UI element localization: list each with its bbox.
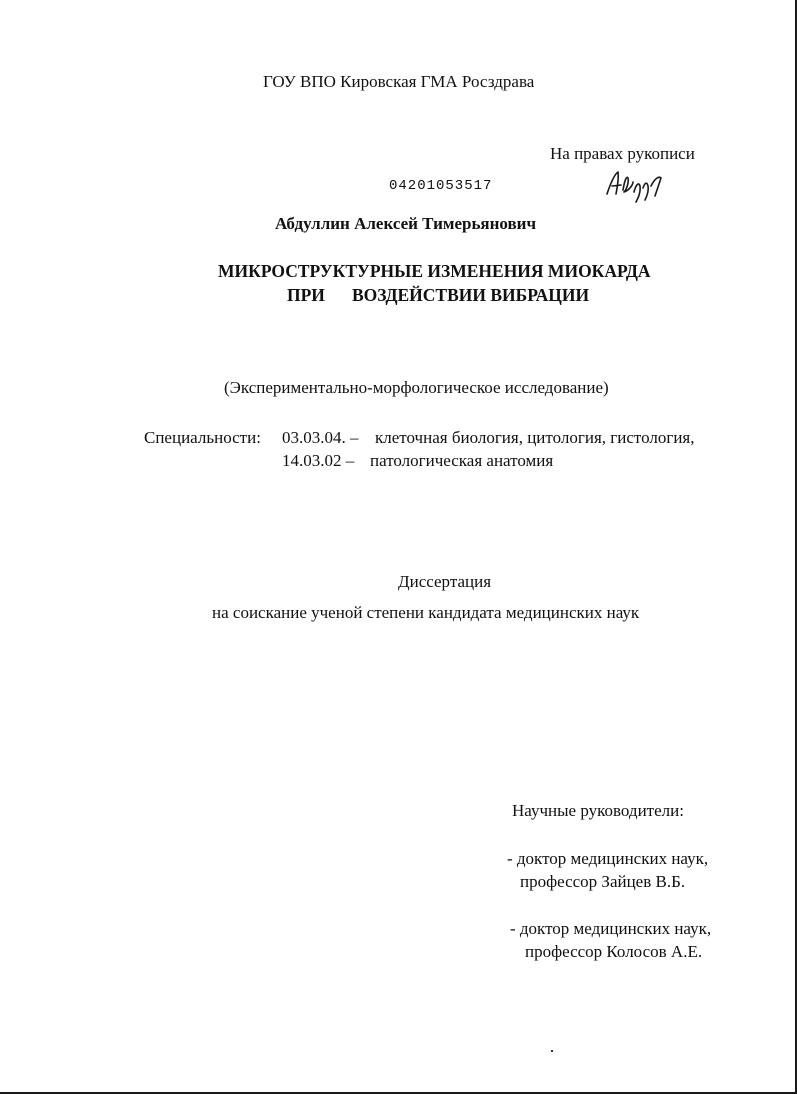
- title-line-2: ВОЗДЕЙСТВИИ ВИБРАЦИИ: [352, 285, 590, 305]
- supervisors-heading: Научные руководители:: [512, 801, 684, 820]
- rights-notice: На правах рукописи: [550, 144, 695, 163]
- supervisor-2-name: профессор Колосов А.Е.: [525, 942, 703, 961]
- supervisor-2-degree: - доктор медицинских наук,: [510, 919, 712, 938]
- title-line-2-prefix: ПРИ: [287, 285, 325, 305]
- dissertation-purpose: на соискание ученой степени кандидата медицинских наук: [212, 603, 640, 622]
- specialty-name-1: клеточная биология, цитология, гистология,: [375, 428, 695, 447]
- author-name: Абдуллин Алексей Тимерьянович: [275, 214, 537, 233]
- research-type: (Экспериментально-морфологическое исследование): [224, 378, 609, 397]
- title-line-1: МИКРОСТРУКТУРНЫЕ ИЗМЕНЕНИЯ МИОКАРДА: [218, 261, 651, 281]
- scan-speck: [551, 1050, 553, 1052]
- dissertation-heading: Диссертация: [398, 572, 492, 591]
- supervisor-1-degree: - доктор медицинских наук,: [507, 849, 709, 868]
- supervisor-1-name: профессор Зайцев В.Б.: [520, 872, 686, 891]
- catalog-number: 04201053517: [389, 178, 493, 194]
- specialty-code-1: 03.03.04. –: [282, 428, 359, 447]
- handwritten-signature-icon: [603, 168, 673, 204]
- specialty-name-2: патологическая анатомия: [370, 451, 554, 470]
- specialties-label: Специальности:: [144, 428, 261, 447]
- specialty-code-2: 14.03.02 –: [282, 451, 355, 470]
- institution-name: ГОУ ВПО Кировская ГМА Росздрава: [263, 72, 535, 91]
